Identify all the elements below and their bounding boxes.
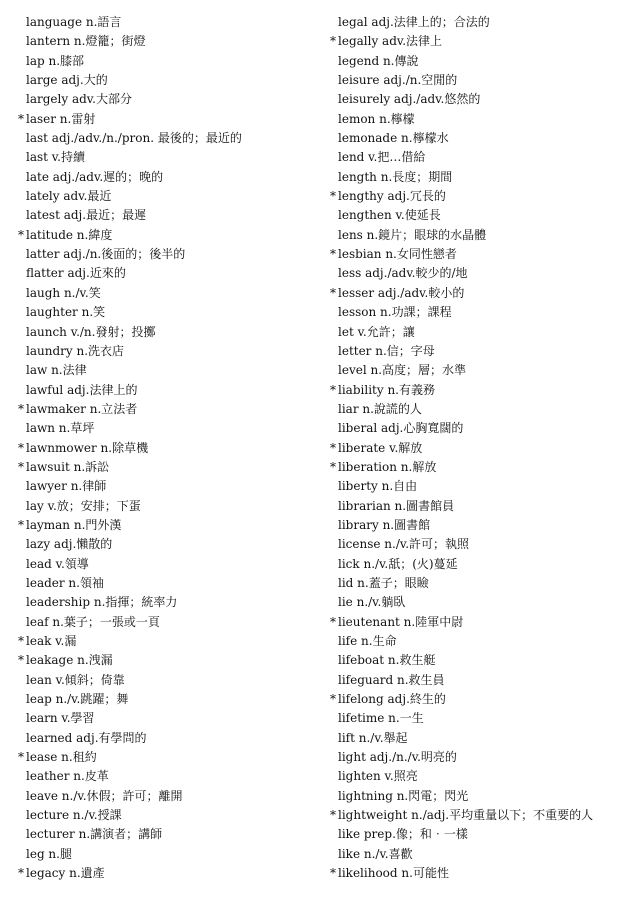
vocab-text: lawful adj.法律上的 [26, 382, 138, 397]
vocab-entry [330, 555, 630, 574]
vocab-text: level n.高度；層；水準 [338, 363, 467, 378]
vocab-entry [330, 535, 630, 554]
vocab-text: life n.生命 [338, 634, 397, 648]
vocab-text: flatter adj.近來的 [26, 266, 126, 281]
vocab-entry [18, 767, 318, 786]
vocab-text: late adj./adv.遲的；晚的 [26, 169, 164, 184]
vocab-entry [18, 71, 318, 90]
vocab-text: lifeguard n.救生員 [338, 672, 445, 687]
left-column [18, 13, 318, 883]
vocab-entry [18, 709, 318, 728]
vocab-entry [18, 535, 318, 554]
vocab-text: lengthen v.使延長 [338, 208, 441, 223]
vocab-text: lightweight n./adj.平均重量以下；不重要的人 [338, 808, 594, 823]
vocab-text: liberty n.自由 [338, 479, 418, 494]
vocab-text: leader n.領袖 [26, 575, 104, 590]
vocab-text: liar n.說謊的人 [338, 401, 422, 416]
vocab-entry [330, 264, 630, 283]
vocab-text: laundry n.洗衣店 [26, 343, 125, 358]
asterisk-marker: * [18, 459, 24, 474]
vocab-text: latest adj.最近；最遲 [26, 208, 147, 223]
vocab-entry [18, 690, 318, 709]
vocab-entry [330, 381, 630, 400]
vocab-text: language n.語言 [26, 15, 122, 29]
vocab-text: liberal adj.心胸寬闊的 [338, 421, 464, 436]
vocab-entry [330, 516, 630, 535]
vocab-entry [330, 632, 630, 651]
vocab-entry [18, 110, 318, 129]
vocab-text: latitude n.緯度 [26, 227, 113, 242]
vocab-entry [330, 110, 630, 129]
vocab-text: laughter n.笑 [26, 305, 106, 320]
vocab-text: leaf n.葉子；一張或一頁 [26, 614, 160, 629]
vocab-text: lemon n.檸檬 [338, 111, 415, 126]
vocab-text: lawsuit n.訴訟 [26, 459, 110, 474]
vocab-entry [18, 400, 318, 419]
vocab-entry [330, 303, 630, 322]
vocab-entry [18, 787, 318, 806]
vocab-text: latter adj./n.後面的；後半的 [26, 247, 186, 262]
asterisk-marker: * [330, 189, 336, 204]
vocab-text: like prep.像；和‧一樣 [338, 827, 468, 842]
vocab-entry [18, 284, 318, 303]
vocab-text: laser n.雷射 [26, 111, 96, 126]
vocab-text: lantern n.燈籠；街燈 [26, 34, 146, 49]
asterisk-marker: * [18, 866, 24, 881]
vocab-text: learn v.學習 [26, 711, 95, 726]
vocab-entry [18, 303, 318, 322]
asterisk-marker: * [330, 247, 336, 262]
vocab-text: legally adv.法律上 [338, 34, 443, 49]
vocab-text: lately adv.最近 [26, 189, 112, 204]
right-column [330, 13, 630, 883]
vocab-entry [330, 206, 630, 225]
vocab-entry [18, 245, 318, 264]
vocab-text: lightning n.閃電；閃光 [338, 788, 469, 803]
vocab-entry [18, 845, 318, 864]
vocab-text: lieutenant n.陸軍中尉 [338, 614, 464, 629]
vocab-text: legacy n.遺產 [26, 866, 105, 881]
vocab-text: lawnmower n.除草機 [26, 440, 149, 455]
vocab-entry [18, 32, 318, 51]
vocab-entry [18, 613, 318, 632]
vocab-entry [330, 690, 630, 709]
vocab-entry [18, 729, 318, 748]
vocab-entry [330, 187, 630, 206]
vocab-entry [330, 284, 630, 303]
vocab-entry [330, 574, 630, 593]
vocab-entry [18, 13, 318, 32]
vocab-text: launch v./n.發射；投擲 [26, 324, 156, 339]
vocab-entry [18, 864, 318, 883]
vocab-text: lend v.把…借給 [338, 150, 426, 165]
vocab-text: leisurely adj./adv.悠然的 [338, 92, 481, 107]
vocab-entry [18, 226, 318, 245]
vocab-entry [18, 516, 318, 535]
vocab-text: lecture n./v.授課 [26, 808, 122, 823]
vocab-text: law n.法律 [26, 363, 87, 378]
vocab-entry [330, 439, 630, 458]
vocab-text: layman n.門外漢 [26, 517, 122, 532]
vocab-entry [330, 709, 630, 728]
vocab-entry [18, 458, 318, 477]
asterisk-marker: * [330, 440, 336, 455]
vocab-entry [330, 458, 630, 477]
vocab-text: lifetime n.一生 [338, 711, 424, 726]
vocab-text: leadership n.指揮；統率力 [26, 595, 178, 610]
vocab-entry [18, 52, 318, 71]
vocab-entry [18, 806, 318, 825]
vocab-entry [330, 787, 630, 806]
vocab-text: lifelong adj.終生的 [338, 692, 446, 707]
asterisk-marker: * [18, 517, 24, 532]
vocab-entry [18, 439, 318, 458]
vocab-text: license n./v.許可；執照 [338, 537, 470, 552]
vocab-text: length n.長度；期間 [338, 169, 453, 184]
vocab-text: lick n./v.舐；(火)蔓延 [338, 556, 458, 571]
vocab-text: lean v.傾斜；倚靠 [26, 672, 125, 687]
vocab-entry [330, 767, 630, 786]
asterisk-marker: * [18, 401, 24, 416]
vocab-entry [18, 593, 318, 612]
asterisk-marker: * [330, 808, 336, 823]
vocab-entry [330, 342, 630, 361]
vocab-text: lap n.膝部 [26, 53, 85, 68]
vocab-entry [18, 825, 318, 844]
vocab-text: lawyer n.律師 [26, 479, 107, 494]
vocab-text: lawmaker n.立法者 [26, 401, 138, 416]
asterisk-marker: * [330, 382, 336, 397]
vocab-text: large adj.大的 [26, 73, 108, 88]
vocab-text: lawn n.草坪 [26, 421, 95, 436]
vocab-entry [330, 671, 630, 690]
vocab-text: lesser adj./adv.較小的 [338, 285, 465, 300]
vocab-entry [330, 90, 630, 109]
asterisk-marker: * [18, 634, 24, 648]
vocab-text: lens n.鏡片；眼球的水晶體 [338, 227, 487, 242]
vocab-entry [18, 148, 318, 167]
vocab-entry [18, 477, 318, 496]
vocab-text: lease n.租約 [26, 750, 97, 765]
vocab-entry [330, 400, 630, 419]
vocab-entry [18, 381, 318, 400]
vocab-text: leisure adj./n.空閒的 [338, 73, 458, 88]
vocab-text: lift n./v.舉起 [338, 730, 408, 745]
vocab-entry [330, 477, 630, 496]
vocab-text: liberation n.解放 [338, 459, 437, 474]
vocab-text: likelihood n.可能性 [338, 866, 449, 881]
vocab-entry [18, 632, 318, 651]
asterisk-marker: * [18, 227, 24, 242]
vocab-entry [330, 245, 630, 264]
asterisk-marker: * [330, 692, 336, 707]
asterisk-marker: * [330, 614, 336, 629]
vocab-text: let v.允許；讓 [338, 324, 415, 339]
vocab-text: lecturer n.講演者；講師 [26, 827, 163, 842]
vocab-entry [18, 342, 318, 361]
vocab-text: lazy adj.懶散的 [26, 537, 113, 552]
vocab-entry [18, 187, 318, 206]
vocab-text: last adj./adv./n./pron. 最後的；最近的 [26, 131, 242, 146]
vocab-entry [18, 129, 318, 148]
vocab-text: lemonade n.檸檬水 [338, 131, 449, 146]
vocab-entry [330, 226, 630, 245]
vocab-entry [18, 419, 318, 438]
vocab-text: last v.持續 [26, 150, 85, 165]
vocab-entry [330, 148, 630, 167]
vocab-text: leather n.皮革 [26, 769, 109, 784]
vocab-text: liability n.有義務 [338, 382, 435, 397]
vocab-text: liberate v.解放 [338, 440, 423, 455]
asterisk-marker: * [18, 653, 24, 668]
vocab-entry [330, 419, 630, 438]
asterisk-marker: * [330, 285, 336, 300]
vocab-entry [330, 129, 630, 148]
vocab-entry [330, 845, 630, 864]
vocab-entry [18, 264, 318, 283]
vocab-text: lesson n.功課；課程 [338, 305, 452, 320]
vocab-entry [330, 806, 630, 825]
vocab-entry [330, 593, 630, 612]
vocab-text: leak v.漏 [26, 634, 77, 648]
asterisk-marker: * [330, 459, 336, 474]
vocab-entry [18, 361, 318, 380]
vocab-entry [330, 651, 630, 670]
vocab-text: librarian n.圖書館員 [338, 498, 455, 513]
vocab-entry [18, 748, 318, 767]
vocab-text: letter n.信；字母 [338, 343, 435, 358]
vocab-text: leap n./v.跳躍；舞 [26, 692, 129, 707]
vocab-text: legend n.傳說 [338, 53, 419, 68]
vocab-entry [330, 52, 630, 71]
vocab-text: learned adj.有學問的 [26, 730, 147, 745]
vocab-text: largely adv.大部分 [26, 92, 132, 107]
asterisk-marker: * [18, 750, 24, 765]
asterisk-marker: * [330, 34, 336, 49]
vocab-text: like n./v.喜歡 [338, 846, 413, 861]
vocab-entry [18, 323, 318, 342]
vocab-text: less adj./adv.較少的/地 [338, 266, 468, 281]
vocab-entry [330, 748, 630, 767]
vocab-entry [330, 361, 630, 380]
vocab-entry [18, 168, 318, 187]
vocab-text: leave n./v.休假；許可；離開 [26, 788, 183, 803]
asterisk-marker: * [18, 440, 24, 455]
vocab-text: lifeboat n.救生艇 [338, 653, 436, 668]
vocab-entry [18, 206, 318, 225]
vocab-entry [330, 71, 630, 90]
vocab-text: laugh n./v.笑 [26, 285, 101, 300]
vocab-text: leg n.腿 [26, 846, 72, 861]
vocab-entry [330, 497, 630, 516]
vocab-entry [18, 555, 318, 574]
vocab-text: lid n.蓋子；眼瞼 [338, 575, 429, 590]
vocab-text: light adj./n./v.明亮的 [338, 750, 457, 765]
vocab-entry [18, 574, 318, 593]
vocab-entry [330, 825, 630, 844]
vocab-text: lie n./v.躺臥 [338, 595, 406, 610]
vocab-text: leakage n.洩漏 [26, 653, 113, 668]
vocab-text: lay v.放；安排；下蛋 [26, 498, 141, 513]
vocab-entry [18, 671, 318, 690]
vocab-entry [18, 497, 318, 516]
vocab-entry [330, 32, 630, 51]
vocab-entry [330, 864, 630, 883]
vocab-entry [330, 729, 630, 748]
asterisk-marker: * [330, 866, 336, 881]
asterisk-marker: * [18, 111, 24, 126]
vocab-text: lengthy adj.冗長的 [338, 189, 446, 204]
vocab-entry [18, 651, 318, 670]
vocab-entry [330, 323, 630, 342]
vocab-text: lesbian n.女同性戀者 [338, 247, 457, 262]
vocab-text: lighten v.照亮 [338, 769, 418, 784]
vocab-entry [18, 90, 318, 109]
vocab-text: lead v.領導 [26, 556, 89, 571]
vocab-entry [330, 13, 630, 32]
vocab-entry [330, 168, 630, 187]
vocab-text: library n.圖書館 [338, 517, 431, 532]
vocab-text: legal adj.法律上的；合法的 [338, 15, 490, 29]
vocab-entry [330, 613, 630, 632]
